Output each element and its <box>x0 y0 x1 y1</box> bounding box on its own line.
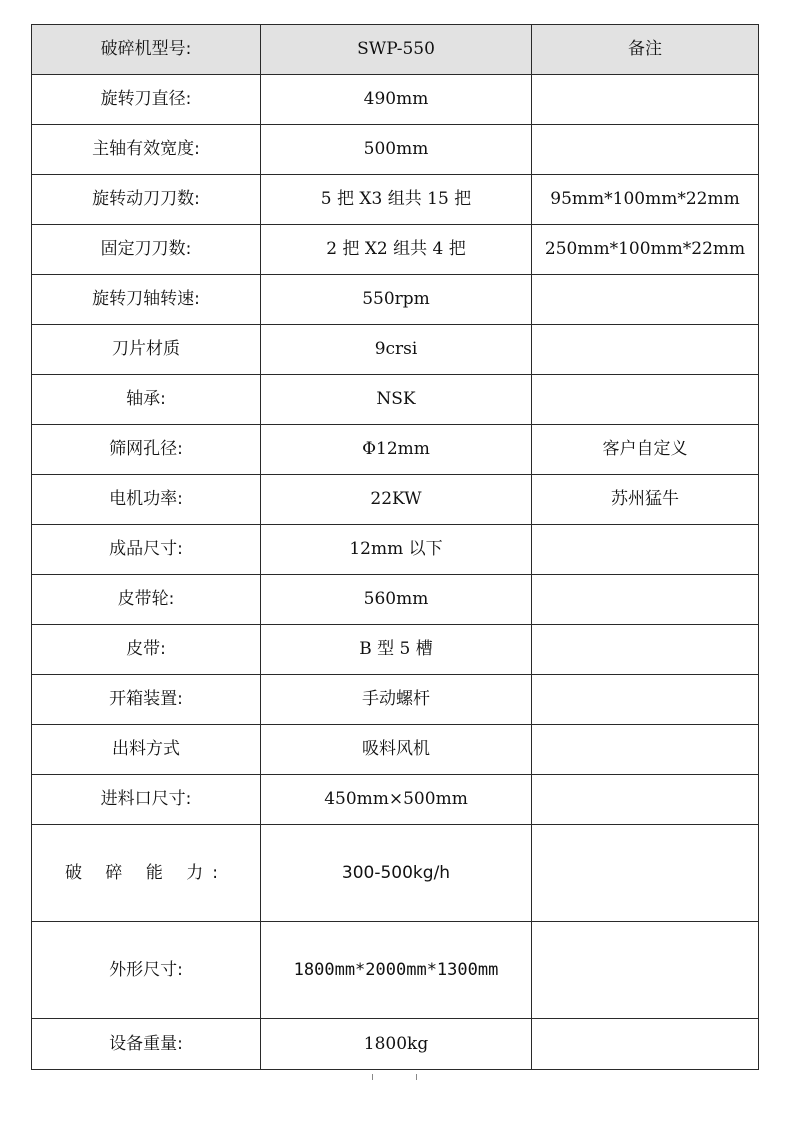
scan-tick-mark <box>416 1074 417 1080</box>
row-note <box>532 525 759 575</box>
table-row <box>32 475 759 525</box>
table-row <box>32 1019 759 1070</box>
row-note <box>532 625 759 675</box>
row-note <box>532 775 759 825</box>
row-note <box>532 675 759 725</box>
row-label: 旋转刀直径: <box>32 75 261 125</box>
table-row <box>32 675 759 725</box>
row-value: 5 把 X3 组共 15 把 <box>261 175 532 225</box>
row-label: 电机功率: <box>32 475 261 525</box>
row-label: 设备重量: <box>32 1019 261 1070</box>
header-model-value: SWP-550 <box>261 25 532 75</box>
row-note <box>532 325 759 375</box>
row-note <box>532 75 759 125</box>
table-row <box>32 425 759 475</box>
row-value: 490mm <box>261 75 532 125</box>
row-label: 旋转刀轴转速: <box>32 275 261 325</box>
spec-table <box>31 24 759 1070</box>
row-value: 吸料风机 <box>261 725 532 775</box>
table-row <box>32 275 759 325</box>
row-note <box>532 922 759 1019</box>
header-note-label: 备注 <box>532 25 759 75</box>
row-label: 主轴有效宽度: <box>32 125 261 175</box>
table-row <box>32 325 759 375</box>
row-note <box>532 825 759 922</box>
row-value: 450mm×500mm <box>261 775 532 825</box>
row-label: 旋转动刀刀数: <box>32 175 261 225</box>
header-row <box>32 25 759 75</box>
row-note <box>532 725 759 775</box>
row-note <box>532 1019 759 1070</box>
row-label: 固定刀刀数: <box>32 225 261 275</box>
row-label: 开箱装置: <box>32 675 261 725</box>
table-row <box>32 175 759 225</box>
row-label: 筛网孔径: <box>32 425 261 475</box>
table-row <box>32 825 759 922</box>
row-note: 客户自定义 <box>532 425 759 475</box>
row-value: 1800kg <box>261 1019 532 1070</box>
row-value: 9crsi <box>261 325 532 375</box>
row-value: 2 把 X2 组共 4 把 <box>261 225 532 275</box>
row-note <box>532 575 759 625</box>
row-value: 500mm <box>261 125 532 175</box>
table-row <box>32 75 759 125</box>
row-note <box>532 125 759 175</box>
table-row <box>32 125 759 175</box>
row-value: NSK <box>261 375 532 425</box>
row-value: 550rpm <box>261 275 532 325</box>
row-value: 22KW <box>261 475 532 525</box>
row-label: 进料口尺寸: <box>32 775 261 825</box>
row-value: 手动螺杆 <box>261 675 532 725</box>
row-label: 轴承: <box>32 375 261 425</box>
table-row <box>32 625 759 675</box>
row-value: Φ12mm <box>261 425 532 475</box>
row-value: 560mm <box>261 575 532 625</box>
row-note <box>532 275 759 325</box>
row-note: 苏州猛牛 <box>532 475 759 525</box>
row-value: 1800mm*2000mm*1300mm <box>261 922 532 1019</box>
scan-tick-mark <box>372 1074 373 1080</box>
row-note: 95mm*100mm*22mm <box>532 175 759 225</box>
row-label: 刀片材质 <box>32 325 261 375</box>
table-row <box>32 525 759 575</box>
row-label: 成品尺寸: <box>32 525 261 575</box>
table-row <box>32 922 759 1019</box>
row-value: 12mm 以下 <box>261 525 532 575</box>
table-row <box>32 375 759 425</box>
row-label: 皮带: <box>32 625 261 675</box>
row-label: 破 碎 能 力: <box>32 825 261 922</box>
table-row <box>32 775 759 825</box>
row-value: B 型 5 槽 <box>261 625 532 675</box>
table-row <box>32 725 759 775</box>
row-label: 出料方式 <box>32 725 261 775</box>
header-model-label: 破碎机型号: <box>32 25 261 75</box>
row-note <box>532 375 759 425</box>
row-note: 250mm*100mm*22mm <box>532 225 759 275</box>
table-row <box>32 575 759 625</box>
row-label: 皮带轮: <box>32 575 261 625</box>
row-label: 外形尺寸: <box>32 922 261 1019</box>
table-row <box>32 225 759 275</box>
row-value: 300-500kg/h <box>261 825 532 922</box>
